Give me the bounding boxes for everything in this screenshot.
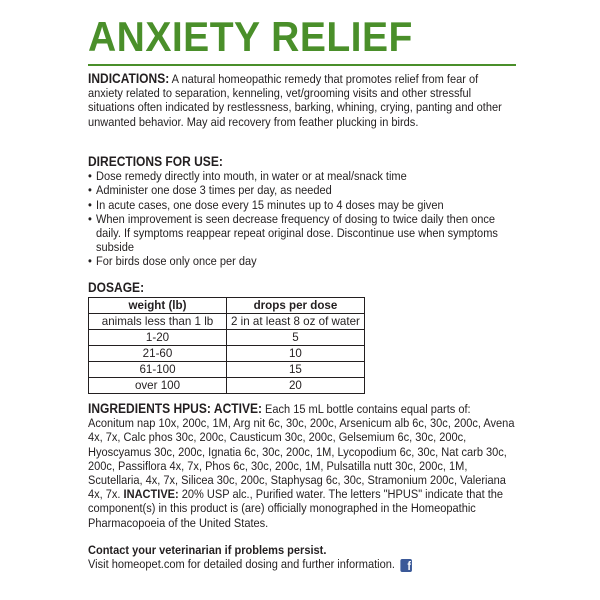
drops-cell: 15 [227,362,365,378]
title-divider [88,64,516,66]
inactive-ingredients-text: 20% USP alc., Purified water. [178,487,326,502]
directions-section [88,155,516,269]
column-header-drops: drops per dose [227,298,365,314]
active-label: ACTIVE: [213,401,262,416]
dosage-section [88,281,516,295]
table-row [89,378,365,394]
active-ingredients-text: Each 15 mL bottle contains equal parts of: Aconitum nap 10x, 200c, 1M, Arg nit 6c, 30c, 200c, Arsenicum alb 6c, 30c, 200c, Avena 4x, 7x, Calc phos 30c, 200c, Causticum 30c, 200c, Gelsemium 6c, 30c, 200c, Hyoscyamus 30c, 200c, Ignatia 6c, 30c, 200c, 1M, Lycopodium 6c, 30c, Nat carb 30c, 200c, Passiflora 4x, 7x, Phos 6c, 30c, 200c, 1M, Pulsatilla nutt 30c, 200c, 1M, Scutellaria, 4x, 7x, Silicea 30c, 200c, Staphysag 6c, 30c, Stramonium 200c, Valeriana 4x, 7x. [88,402,515,502]
list-item: • When improvement is seen decrease frequency of dosing to twice daily then once daily. If symptoms reappear repeat original dose. Discontinue use when symptoms subside [88,212,516,255]
visit-prefix: Visit [88,557,112,572]
table-row [89,346,365,362]
indications-text: A natural homeopathic remedy that promotes relief from fear of anxiety related to separation, kenneling, vet/grooming visits and other stressful situations often indicated by restlessness, barking, whining, crying, panting and other unwanted behavior. May aid recovery from feather plucking in birds. [88,72,502,129]
visit-line [88,557,516,572]
product-title: ANXIETY RELIEF [88,13,413,60]
hpus-note: The letters "HPUS" indicate that the component(s) in this product is (are) officially monographed in the Homeopathic Pharmacopoeia of the United States. [88,487,504,530]
dosage-table [88,297,365,394]
table-row [89,314,365,330]
column-header-weight: weight (lb) [89,298,227,314]
indications-heading: INDICATIONS: [88,71,170,86]
ingredients-section [88,402,516,530]
drops-cell: 20 [227,378,365,394]
table-row [89,330,365,346]
list-item: • For birds dose only once per day [88,254,516,268]
directions-list [88,169,516,268]
drops-cell: 5 [227,330,365,346]
directions-heading: DIRECTIONS FOR USE: [88,154,223,169]
drops-cell: 10 [227,346,365,362]
weight-cell: over 100 [89,378,227,394]
website-link[interactable]: homeopet.com [111,557,185,572]
weight-cell: 1-20 [89,330,227,346]
contact-warning: Contact your veterinarian if problems persist. [88,543,327,557]
contact-section [88,543,516,572]
table-header-row [89,298,365,314]
inactive-label: INACTIVE: [123,487,179,502]
weight-cell: animals less than 1 lb [89,314,227,330]
list-item: • Administer one dose 3 times per day, as needed [88,183,516,197]
weight-cell: 61-100 [89,362,227,378]
dosage-heading: DOSAGE: [88,280,145,295]
drops-cell: 2 in at least 8 oz of water [227,314,365,330]
list-item: • Dose remedy directly into mouth, in water or at meal/snack time [88,169,516,183]
table-row [89,362,365,378]
ingredients-heading: INGREDIENTS HPUS: [88,401,211,416]
weight-cell: 21-60 [89,346,227,362]
visit-suffix: for detailed dosing and further information. [184,557,395,572]
indications-section [88,72,516,129]
list-item: • In acute cases, one dose every 15 minutes up to 4 doses may be given [88,198,516,212]
facebook-icon[interactable]: f [400,559,412,572]
